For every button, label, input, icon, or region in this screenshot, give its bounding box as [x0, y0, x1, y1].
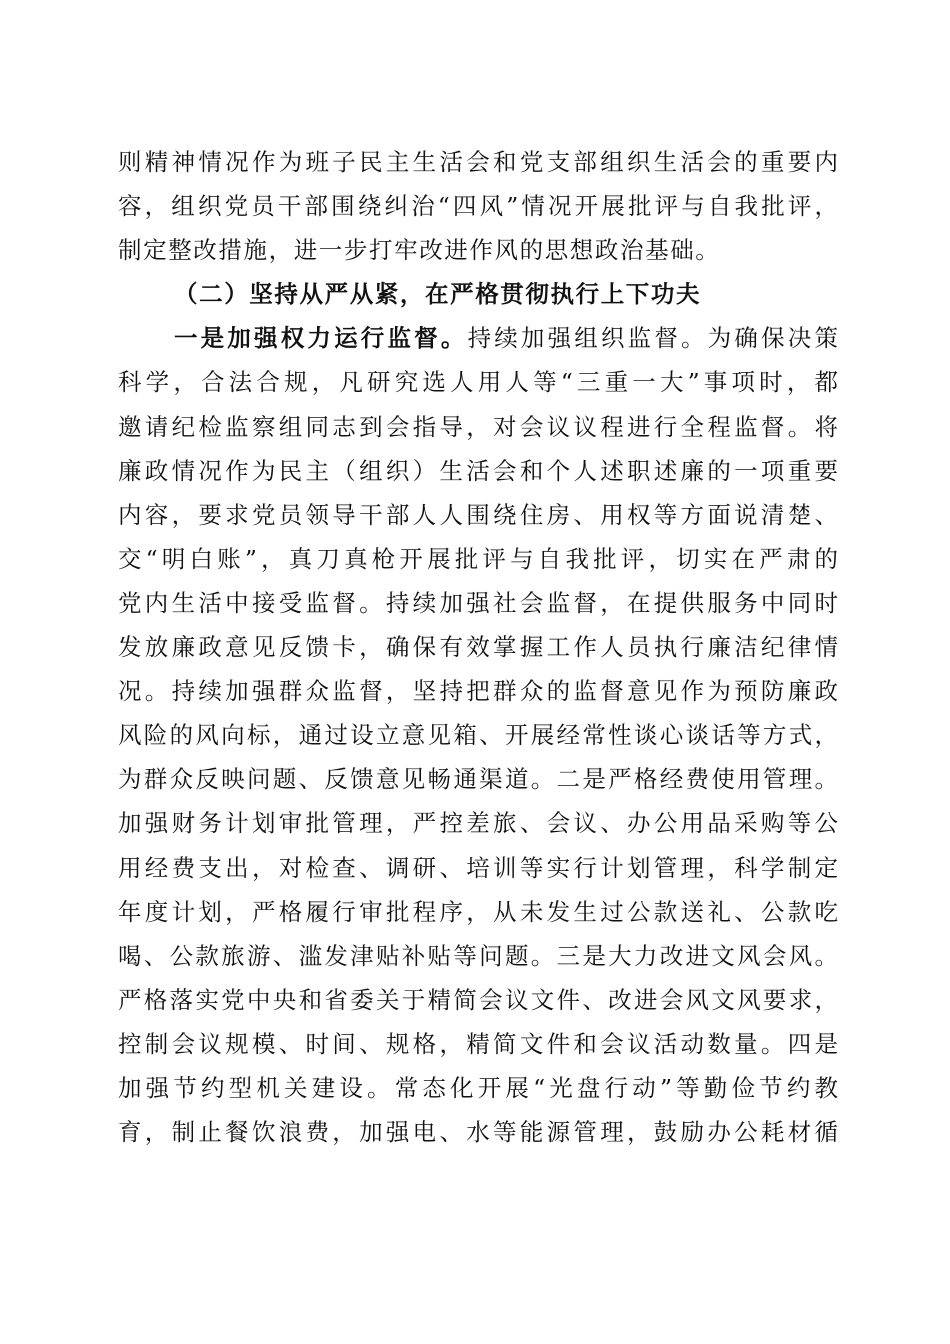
text-line: [118, 316, 838, 360]
section-heading: （二）坚持从严从紧，在严格贯彻执行上下功夫: [174, 280, 702, 309]
text-line: 为群众反映问题、反馈意见畅通渠道。二是严格经费使用管理。: [118, 765, 838, 794]
text-line: 严格落实党中央和省委关于精简会议文件、改进会风文风要求，: [118, 985, 838, 1014]
text-line: 交“明白账”，真刀真枪开展批评与自我批评，切实在严肃的: [118, 544, 838, 573]
text-line: 科学，合法合规，凡研究选人用人等“三重一大”事项时，都: [118, 368, 838, 397]
body-text: [118, 140, 838, 1154]
text-line: 加强财务计划审批管理，严控差旅、会议、办公用品采购等公: [118, 809, 838, 838]
lead-phrase: 一是加强权力运行监督。: [174, 324, 468, 353]
text-line: 内容，要求党员领导干部人人围绕住房、用权等方面说清楚、: [118, 500, 838, 529]
text-line: 育，制止餐饮浪费，加强电、水等能源管理，鼓励办公耗材循: [118, 1118, 838, 1147]
text-line: 邀请纪检监察组同志到会指导，对会议议程进行全程监督。将: [118, 412, 838, 441]
text-line-rest: 持续加强组织监督。为确保决策: [467, 324, 838, 353]
text-line: 况。持续加强群众监督，坚持把群众的监督意见作为预防廉政: [118, 677, 838, 706]
text-line: 党内生活中接受监督。持续加强社会监督，在提供服务中同时: [118, 588, 838, 617]
text-line: 容，组织党员干部围绕纠治“四风”情况开展批评与自我批评，: [118, 192, 838, 221]
text-line: 风险的风向标，通过设立意见箱、开展经常性谈心谈话等方式，: [118, 721, 838, 750]
text-line: 喝、公款旅游、滥发津贴补贴等问题。三是大力改进文风会风。: [118, 941, 838, 970]
text-line: 年度计划，严格履行审批程序，从未发生过公款送礼、公款吃: [118, 897, 838, 926]
text-line: 廉政情况作为民主（组织）生活会和个人述职述廉的一项重要: [118, 456, 838, 485]
text-line: 控制会议规模、时间、规格，精简文件和会议活动数量。四是: [118, 1029, 838, 1058]
text-line: 用经费支出，对检查、调研、培训等实行计划管理，科学制定: [118, 853, 838, 882]
text-line: 制定整改措施，进一步打牢改进作风的思想政治基础。: [118, 236, 721, 265]
text-line: 则精神情况作为班子民主生活会和党支部组织生活会的重要内: [118, 148, 838, 176]
text-line: 发放廉政意见反馈卡，确保有效掌握工作人员执行廉洁纪律情: [118, 633, 838, 662]
text-line: 加强节约型机关建设。常态化开展“光盘行动”等勤俭节约教: [118, 1073, 838, 1102]
